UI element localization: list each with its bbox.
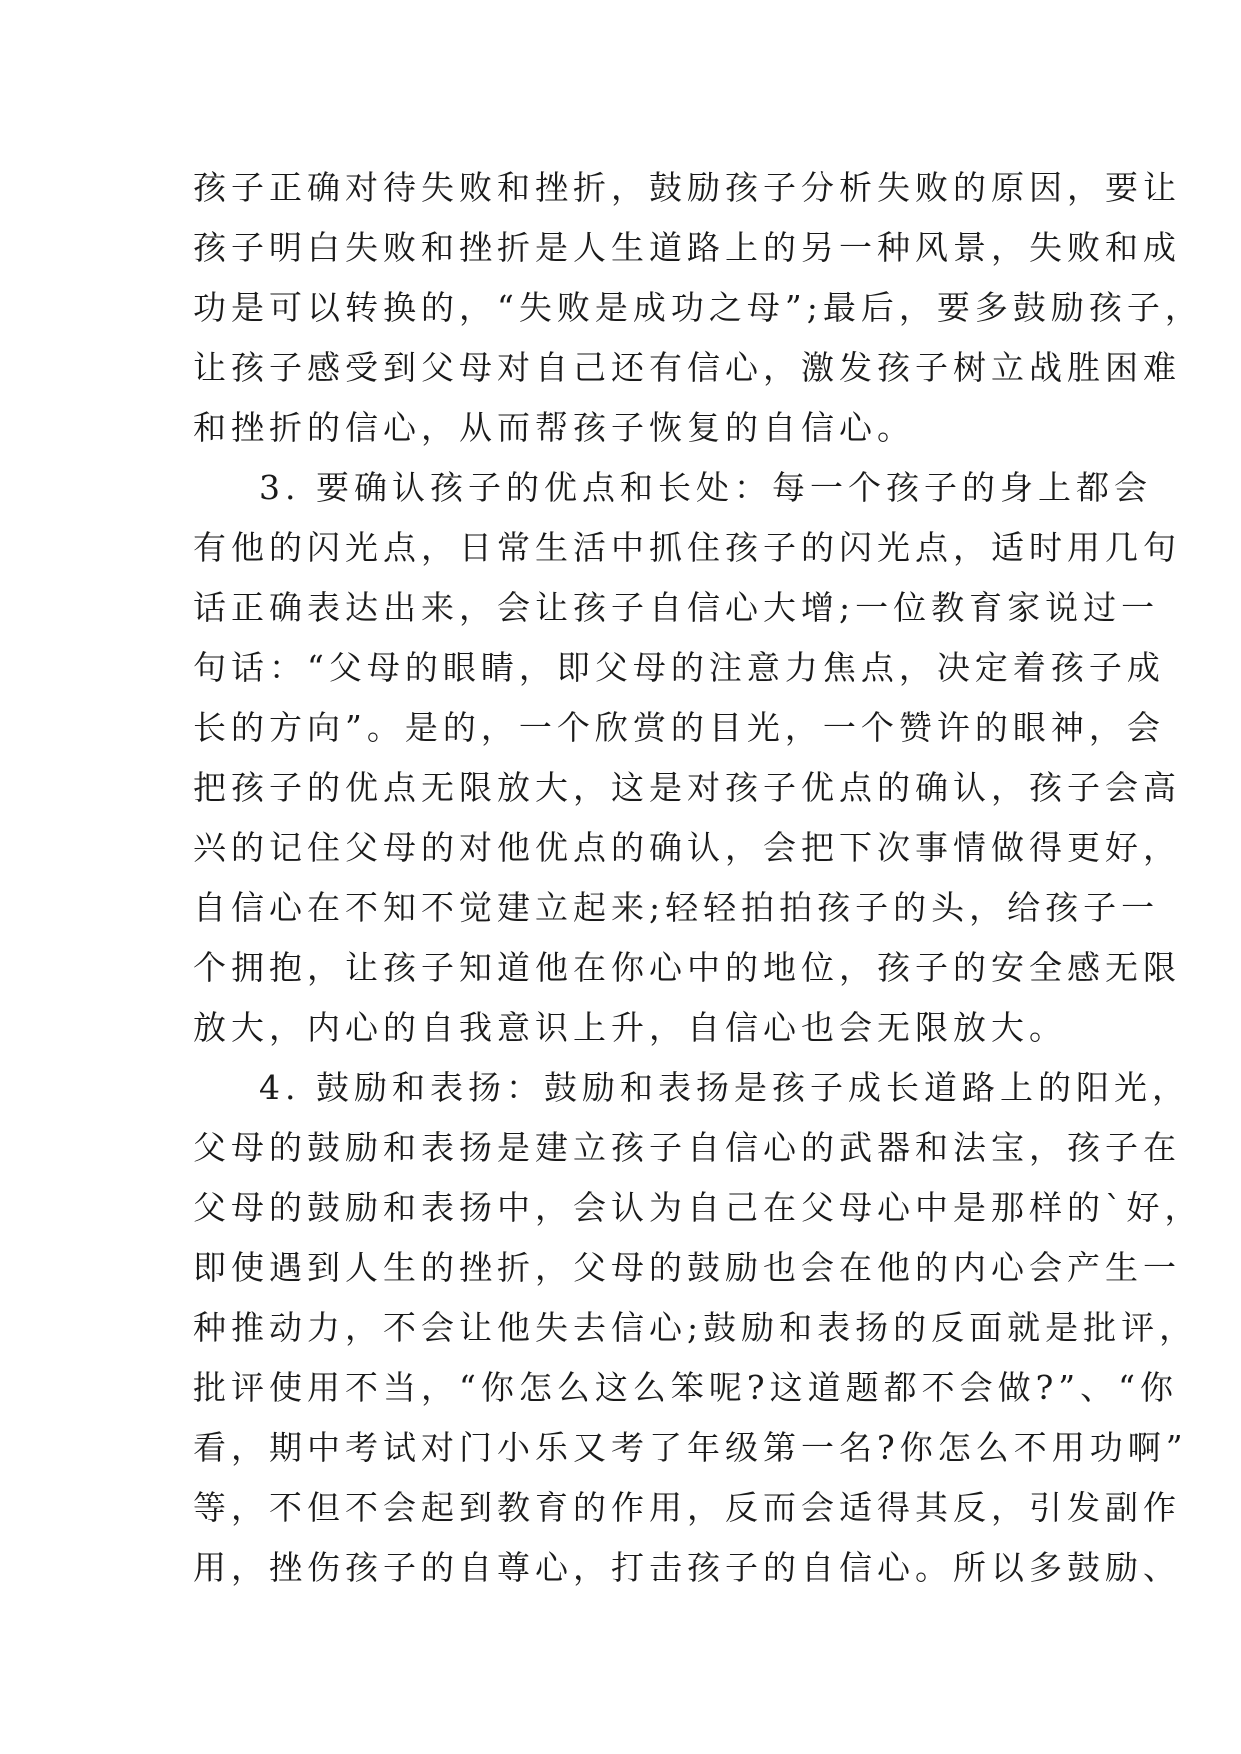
text-line: 功是可以转换的，“失败是成功之母”;最后，要多鼓励孩子， xyxy=(193,288,1203,327)
text-line: 话正确表达出来，会让孩子自信心大增;一位教育家说过一 xyxy=(193,588,1160,627)
text-line: 批评使用不当，“你怎么这么笨呢?这道题都不会做?”、“你 xyxy=(193,1368,1178,1407)
text-line: 有他的闪光点，日常生活中抓住孩子的闪光点，适时用几句 xyxy=(193,528,1181,567)
text-line: 用，挫伤孩子的自尊心，打击孩子的自信心。所以多鼓励、 xyxy=(193,1548,1181,1587)
text-line: 孩子明白失败和挫折是人生道路上的另一种风景，失败和成 xyxy=(193,228,1181,267)
paragraph-4-start: 4. 鼓励和表扬：鼓励和表扬是孩子成长道路上的阳光， xyxy=(259,1068,1190,1107)
body-text xyxy=(193,158,1203,1598)
text-line: 句话：“父母的眼睛，即父母的注意力焦点，决定着孩子成 xyxy=(193,648,1165,687)
text-line: 放大，内心的自我意识上升，自信心也会无限放大。 xyxy=(193,1008,1067,1047)
text-line: 父母的鼓励和表扬是建立孩子自信心的武器和法宝，孩子在 xyxy=(193,1128,1181,1167)
text-line: 种推动力，不会让他失去信心;鼓励和表扬的反面就是批评， xyxy=(193,1308,1198,1347)
text-line: 长的方向”。是的，一个欣赏的目光，一个赞许的眼神，会 xyxy=(193,708,1165,747)
text-line: 即使遇到人生的挫折，父母的鼓励也会在他的内心会产生一 xyxy=(193,1248,1181,1287)
paragraph-3-start: 3. 要确认孩子的优点和长处：每一个孩子的身上都会 xyxy=(259,468,1152,507)
text-line: 个拥抱，让孩子知道他在你心中的地位，孩子的安全感无限 xyxy=(193,948,1181,987)
text-line: 兴的记住父母的对他优点的确认，会把下次事情做得更好， xyxy=(193,828,1181,867)
text-line: 看，期中考试对门小乐又考了年级第一名?你怎么不用功啊” xyxy=(193,1428,1188,1467)
text-line: 让孩子感受到父母对自己还有信心，激发孩子树立战胜困难 xyxy=(193,348,1181,387)
text-line: 孩子正确对待失败和挫折，鼓励孩子分析失败的原因，要让 xyxy=(193,168,1181,207)
text-line: 把孩子的优点无限放大，这是对孩子优点的确认，孩子会高 xyxy=(193,768,1181,807)
text-line: 和挫折的信心，从而帮孩子恢复的自信心。 xyxy=(193,408,915,447)
text-line: 自信心在不知不觉建立起来;轻轻拍拍孩子的头，给孩子一 xyxy=(193,888,1160,927)
text-line: 等，不但不会起到教育的作用，反而会适得其反，引发副作 xyxy=(193,1488,1181,1527)
text-line: 父母的鼓励和表扬中，会认为自己在父母心中是那样的`好， xyxy=(193,1188,1203,1227)
